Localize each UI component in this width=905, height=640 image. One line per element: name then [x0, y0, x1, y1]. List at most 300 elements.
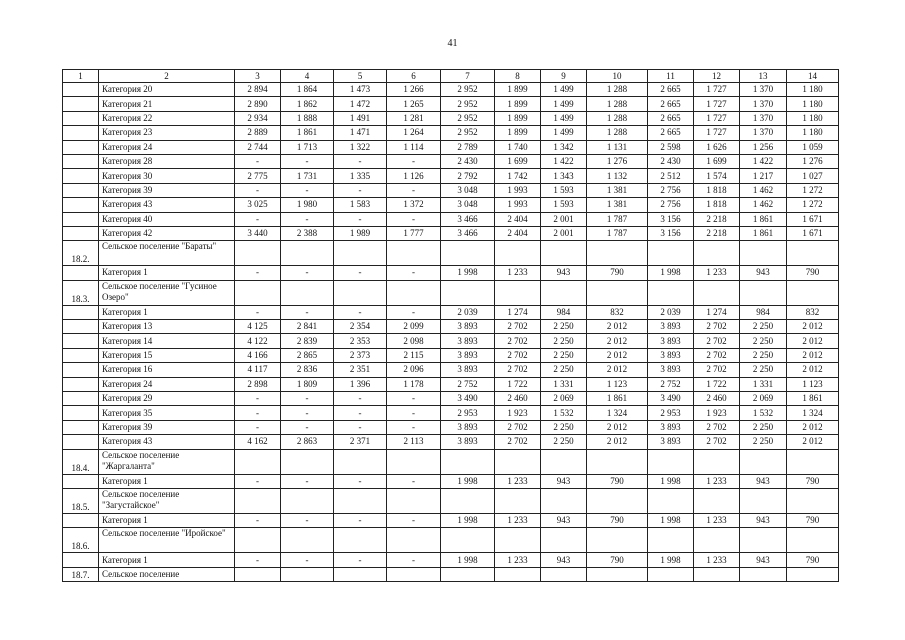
table-row — [63, 348, 839, 362]
header-cell: 12 — [694, 70, 740, 83]
value-cell — [587, 528, 648, 553]
value-cell: 2 001 — [541, 212, 587, 226]
value-cell — [334, 567, 387, 581]
table-row — [63, 513, 839, 527]
value-cell: 984 — [541, 305, 587, 319]
value-cell: 3 048 — [441, 198, 495, 212]
value-cell: 2 098 — [387, 334, 441, 348]
value-cell: 1 980 — [281, 198, 334, 212]
value-cell — [441, 241, 495, 266]
value-cell: 2 039 — [441, 305, 495, 319]
row-name: Категория 24 — [99, 140, 235, 154]
value-cell: 1 777 — [387, 226, 441, 240]
value-cell: - — [334, 266, 387, 280]
value-cell: - — [281, 212, 334, 226]
row-code — [63, 226, 99, 240]
value-cell: 1 288 — [587, 83, 648, 97]
value-cell — [235, 488, 281, 513]
table-row — [63, 83, 839, 97]
value-cell: 3 025 — [235, 198, 281, 212]
value-cell: - — [334, 183, 387, 197]
value-cell: 1 288 — [587, 111, 648, 125]
value-cell: 2 099 — [387, 320, 441, 334]
value-cell: 1 472 — [334, 97, 387, 111]
value-cell: 1 499 — [541, 126, 587, 140]
value-cell: 1 731 — [281, 169, 334, 183]
value-cell: 943 — [740, 513, 787, 527]
value-cell: - — [334, 305, 387, 319]
row-code — [63, 198, 99, 212]
table-row — [63, 183, 839, 197]
value-cell: 3 893 — [441, 420, 495, 434]
value-cell: 1 288 — [587, 97, 648, 111]
value-cell — [281, 241, 334, 266]
value-cell: 3 490 — [648, 392, 694, 406]
value-cell: 1 899 — [495, 97, 541, 111]
value-cell: - — [334, 513, 387, 527]
value-cell: - — [387, 420, 441, 434]
row-name: Категория 43 — [99, 198, 235, 212]
table-row — [63, 377, 839, 391]
value-cell: 1 671 — [787, 226, 839, 240]
value-cell: 1 740 — [495, 140, 541, 154]
page-number: 41 — [447, 38, 458, 49]
value-cell: - — [235, 305, 281, 319]
table-row — [63, 567, 839, 581]
value-cell — [281, 488, 334, 513]
value-cell: 1 862 — [281, 97, 334, 111]
value-cell: 1 499 — [541, 111, 587, 125]
value-cell: - — [235, 154, 281, 168]
row-code — [63, 305, 99, 319]
value-cell — [235, 528, 281, 553]
value-cell — [694, 280, 740, 305]
value-cell: - — [235, 406, 281, 420]
table-row — [63, 111, 839, 125]
value-cell — [787, 567, 839, 581]
value-cell: 1 864 — [281, 83, 334, 97]
value-cell: 1 372 — [387, 198, 441, 212]
value-cell: 1 861 — [281, 126, 334, 140]
value-cell: 1 331 — [740, 377, 787, 391]
value-cell — [441, 488, 495, 513]
value-cell: 2 792 — [441, 169, 495, 183]
value-cell: 790 — [587, 266, 648, 280]
value-cell — [648, 280, 694, 305]
value-cell: 1 742 — [495, 169, 541, 183]
table-row — [63, 280, 839, 305]
value-cell: 2 952 — [441, 111, 495, 125]
row-code: 18.2. — [63, 241, 99, 266]
value-cell: 1 532 — [541, 406, 587, 420]
value-cell: 1 335 — [334, 169, 387, 183]
value-cell: 1 593 — [541, 183, 587, 197]
value-cell — [495, 449, 541, 474]
value-cell: 1 593 — [541, 198, 587, 212]
value-cell: - — [281, 183, 334, 197]
value-cell — [587, 449, 648, 474]
value-cell: 1 998 — [441, 553, 495, 567]
value-cell: 2 894 — [235, 83, 281, 97]
row-code — [63, 126, 99, 140]
value-cell: 1 462 — [740, 198, 787, 212]
value-cell: 2 250 — [541, 420, 587, 434]
value-cell — [740, 488, 787, 513]
value-cell: 1 998 — [648, 474, 694, 488]
value-cell: - — [334, 212, 387, 226]
table-row — [63, 140, 839, 154]
value-cell: 2 250 — [541, 348, 587, 362]
value-cell: 1 471 — [334, 126, 387, 140]
value-cell: 2 952 — [441, 126, 495, 140]
value-cell — [387, 528, 441, 553]
value-cell: 2 752 — [441, 377, 495, 391]
value-cell — [787, 280, 839, 305]
row-name: Категория 1 — [99, 553, 235, 567]
value-cell: 2 404 — [495, 212, 541, 226]
value-cell — [694, 567, 740, 581]
value-cell: 2 354 — [334, 320, 387, 334]
value-cell: 1 861 — [587, 392, 648, 406]
value-cell: - — [281, 305, 334, 319]
value-cell: 1 574 — [694, 169, 740, 183]
value-cell: 1 861 — [787, 392, 839, 406]
value-cell — [495, 241, 541, 266]
row-name: Сельское поселение "Жаргаланта" — [99, 449, 235, 474]
row-name: Сельское поселение — [99, 567, 235, 581]
value-cell: 1 818 — [694, 198, 740, 212]
tariff-table — [62, 69, 839, 582]
value-cell: 1 126 — [387, 169, 441, 183]
value-cell: 2 841 — [281, 320, 334, 334]
value-cell: 2 012 — [587, 320, 648, 334]
value-cell: 1 180 — [787, 126, 839, 140]
value-cell — [281, 567, 334, 581]
value-cell — [441, 449, 495, 474]
value-cell: 4 125 — [235, 320, 281, 334]
value-cell: 2 012 — [787, 334, 839, 348]
value-cell: 1 059 — [787, 140, 839, 154]
value-cell: 1 272 — [787, 183, 839, 197]
value-cell: - — [387, 474, 441, 488]
value-cell — [587, 241, 648, 266]
value-cell: 1 998 — [441, 474, 495, 488]
value-cell — [648, 567, 694, 581]
value-cell: 1 027 — [787, 169, 839, 183]
row-name: Категория 14 — [99, 334, 235, 348]
row-name: Категория 22 — [99, 111, 235, 125]
value-cell: 2 388 — [281, 226, 334, 240]
value-cell: 2 665 — [648, 83, 694, 97]
value-cell: 2 889 — [235, 126, 281, 140]
value-cell — [648, 241, 694, 266]
row-name: Категория 21 — [99, 97, 235, 111]
header-cell: 8 — [495, 70, 541, 83]
value-cell: 943 — [740, 553, 787, 567]
value-cell: 1 671 — [787, 212, 839, 226]
value-cell: 1 180 — [787, 97, 839, 111]
value-cell: 1 233 — [495, 553, 541, 567]
value-cell — [694, 449, 740, 474]
value-cell — [787, 449, 839, 474]
value-cell: 2 702 — [694, 363, 740, 377]
value-cell: 2 898 — [235, 377, 281, 391]
value-cell: - — [334, 154, 387, 168]
value-cell: 2 001 — [541, 226, 587, 240]
value-cell: 3 466 — [441, 212, 495, 226]
value-cell — [334, 528, 387, 553]
value-cell: 1 809 — [281, 377, 334, 391]
row-code — [63, 406, 99, 420]
row-code — [63, 363, 99, 377]
table-row — [63, 212, 839, 226]
value-cell: 790 — [587, 553, 648, 567]
value-cell — [541, 449, 587, 474]
value-cell: 2 460 — [495, 392, 541, 406]
row-code — [63, 334, 99, 348]
value-cell: 1 131 — [587, 140, 648, 154]
value-cell — [334, 241, 387, 266]
value-cell: 3 893 — [648, 320, 694, 334]
value-cell: - — [235, 474, 281, 488]
value-cell: 1 787 — [587, 226, 648, 240]
value-cell: 2 404 — [495, 226, 541, 240]
row-name: Категория 13 — [99, 320, 235, 334]
row-name: Категория 42 — [99, 226, 235, 240]
table-row — [63, 553, 839, 567]
value-cell — [387, 449, 441, 474]
value-cell: 2 353 — [334, 334, 387, 348]
row-name: Сельское поселение "Загустайское" — [99, 488, 235, 513]
value-cell — [387, 280, 441, 305]
value-cell: 2 012 — [787, 320, 839, 334]
value-cell: 1 233 — [694, 266, 740, 280]
value-cell: - — [281, 474, 334, 488]
value-cell: - — [235, 392, 281, 406]
value-cell: - — [334, 420, 387, 434]
row-code — [63, 513, 99, 527]
value-cell: 1 233 — [495, 266, 541, 280]
value-cell — [787, 241, 839, 266]
row-code — [63, 140, 99, 154]
value-cell: 3 893 — [648, 420, 694, 434]
value-cell — [787, 528, 839, 553]
row-name: Категория 39 — [99, 420, 235, 434]
value-cell: 1 998 — [648, 513, 694, 527]
value-cell — [387, 488, 441, 513]
value-cell: 2 373 — [334, 348, 387, 362]
value-cell: 1 180 — [787, 111, 839, 125]
value-cell: - — [387, 154, 441, 168]
value-cell: 1 233 — [495, 474, 541, 488]
row-name: Категория 1 — [99, 474, 235, 488]
table-row — [63, 241, 839, 266]
value-cell: 1 491 — [334, 111, 387, 125]
value-cell: 2 702 — [495, 320, 541, 334]
value-cell: 1 370 — [740, 111, 787, 125]
value-cell: 2 702 — [694, 435, 740, 449]
table-row — [63, 169, 839, 183]
value-cell: - — [281, 513, 334, 527]
table-row — [63, 449, 839, 474]
value-cell: 1 713 — [281, 140, 334, 154]
row-name: Категория 1 — [99, 266, 235, 280]
value-cell: 1 324 — [787, 406, 839, 420]
value-cell: - — [281, 154, 334, 168]
value-cell: 1 998 — [441, 266, 495, 280]
value-cell: 2 702 — [495, 435, 541, 449]
value-cell: 1 274 — [495, 305, 541, 319]
value-cell: 2 512 — [648, 169, 694, 183]
value-cell: 2 665 — [648, 97, 694, 111]
row-code — [63, 392, 99, 406]
value-cell: 2 012 — [787, 435, 839, 449]
table-row — [63, 488, 839, 513]
value-cell — [694, 528, 740, 553]
value-cell: - — [387, 305, 441, 319]
value-cell — [334, 449, 387, 474]
value-cell: 1 276 — [787, 154, 839, 168]
value-cell: 1 233 — [694, 553, 740, 567]
value-cell — [541, 528, 587, 553]
value-cell — [387, 567, 441, 581]
value-cell: 1 123 — [787, 377, 839, 391]
value-cell: 2 250 — [740, 363, 787, 377]
value-cell: 2 012 — [587, 435, 648, 449]
value-cell — [648, 528, 694, 553]
value-cell: - — [281, 406, 334, 420]
value-cell: 3 048 — [441, 183, 495, 197]
value-cell: - — [281, 553, 334, 567]
value-cell: 4 162 — [235, 435, 281, 449]
value-cell: 1 370 — [740, 83, 787, 97]
row-code — [63, 212, 99, 226]
value-cell: - — [387, 553, 441, 567]
value-cell: 2 839 — [281, 334, 334, 348]
row-name: Категория 15 — [99, 348, 235, 362]
value-cell: 1 266 — [387, 83, 441, 97]
row-name: Категория 16 — [99, 363, 235, 377]
value-cell — [235, 449, 281, 474]
value-cell — [387, 241, 441, 266]
table-row — [63, 126, 839, 140]
value-cell: 1 276 — [587, 154, 648, 168]
value-cell: 1 699 — [495, 154, 541, 168]
value-cell: - — [387, 513, 441, 527]
value-cell: 2 430 — [441, 154, 495, 168]
row-code — [63, 420, 99, 434]
value-cell — [740, 241, 787, 266]
value-cell: 2 756 — [648, 198, 694, 212]
header-cell: 13 — [740, 70, 787, 83]
value-cell: 2 836 — [281, 363, 334, 377]
value-cell — [541, 280, 587, 305]
value-cell: 2 702 — [694, 348, 740, 362]
value-cell: - — [387, 183, 441, 197]
table-row — [63, 334, 839, 348]
value-cell: 2 752 — [648, 377, 694, 391]
value-cell: 1 288 — [587, 126, 648, 140]
value-cell: 3 440 — [235, 226, 281, 240]
value-cell: 1 993 — [495, 198, 541, 212]
table-row — [63, 226, 839, 240]
row-name: Категория 29 — [99, 392, 235, 406]
row-code: 18.7. — [63, 567, 99, 581]
value-cell: 2 863 — [281, 435, 334, 449]
value-cell: - — [387, 392, 441, 406]
row-code — [63, 553, 99, 567]
value-cell: - — [334, 474, 387, 488]
row-name: Категория 35 — [99, 406, 235, 420]
row-code: 18.4. — [63, 449, 99, 474]
value-cell: 1 989 — [334, 226, 387, 240]
header-cell: 4 — [281, 70, 334, 83]
value-cell — [541, 241, 587, 266]
value-cell: 1 532 — [740, 406, 787, 420]
value-cell: - — [235, 553, 281, 567]
value-cell: 1 422 — [541, 154, 587, 168]
value-cell: 2 665 — [648, 126, 694, 140]
value-cell: 1 727 — [694, 97, 740, 111]
value-cell: 1 178 — [387, 377, 441, 391]
value-cell: 2 351 — [334, 363, 387, 377]
value-cell: 1 233 — [495, 513, 541, 527]
table-body — [63, 83, 839, 582]
value-cell: 2 789 — [441, 140, 495, 154]
value-cell: 3 893 — [441, 334, 495, 348]
value-cell: 1 923 — [694, 406, 740, 420]
value-cell: 1 217 — [740, 169, 787, 183]
value-cell: 1 272 — [787, 198, 839, 212]
value-cell: 2 934 — [235, 111, 281, 125]
value-cell: 2 069 — [740, 392, 787, 406]
value-cell: 1 722 — [694, 377, 740, 391]
value-cell — [441, 280, 495, 305]
value-cell: 1 699 — [694, 154, 740, 168]
row-name: Категория 43 — [99, 435, 235, 449]
value-cell — [495, 528, 541, 553]
value-cell: 1 123 — [587, 377, 648, 391]
value-cell: 2 952 — [441, 97, 495, 111]
value-cell: 1 422 — [740, 154, 787, 168]
value-cell: 1 233 — [694, 474, 740, 488]
row-name: Категория 40 — [99, 212, 235, 226]
value-cell: - — [235, 183, 281, 197]
value-cell: 1 899 — [495, 111, 541, 125]
value-cell: 2 744 — [235, 140, 281, 154]
row-name: Сельское поселение "Иройское" — [99, 528, 235, 553]
value-cell: 1 923 — [495, 406, 541, 420]
value-cell: 2 250 — [541, 363, 587, 377]
value-cell: 3 893 — [441, 348, 495, 362]
header-cell: 3 — [235, 70, 281, 83]
value-cell — [787, 488, 839, 513]
value-cell: 1 114 — [387, 140, 441, 154]
value-cell: 1 233 — [694, 513, 740, 527]
value-cell: 2 702 — [694, 320, 740, 334]
value-cell — [587, 280, 648, 305]
value-cell: 2 953 — [648, 406, 694, 420]
value-cell: 2 250 — [740, 435, 787, 449]
value-cell — [334, 488, 387, 513]
value-cell: - — [281, 392, 334, 406]
value-cell — [648, 449, 694, 474]
value-cell: 2 865 — [281, 348, 334, 362]
value-cell: 1 331 — [541, 377, 587, 391]
value-cell: 1 256 — [740, 140, 787, 154]
row-name: Категория 24 — [99, 377, 235, 391]
value-cell: 943 — [740, 266, 787, 280]
